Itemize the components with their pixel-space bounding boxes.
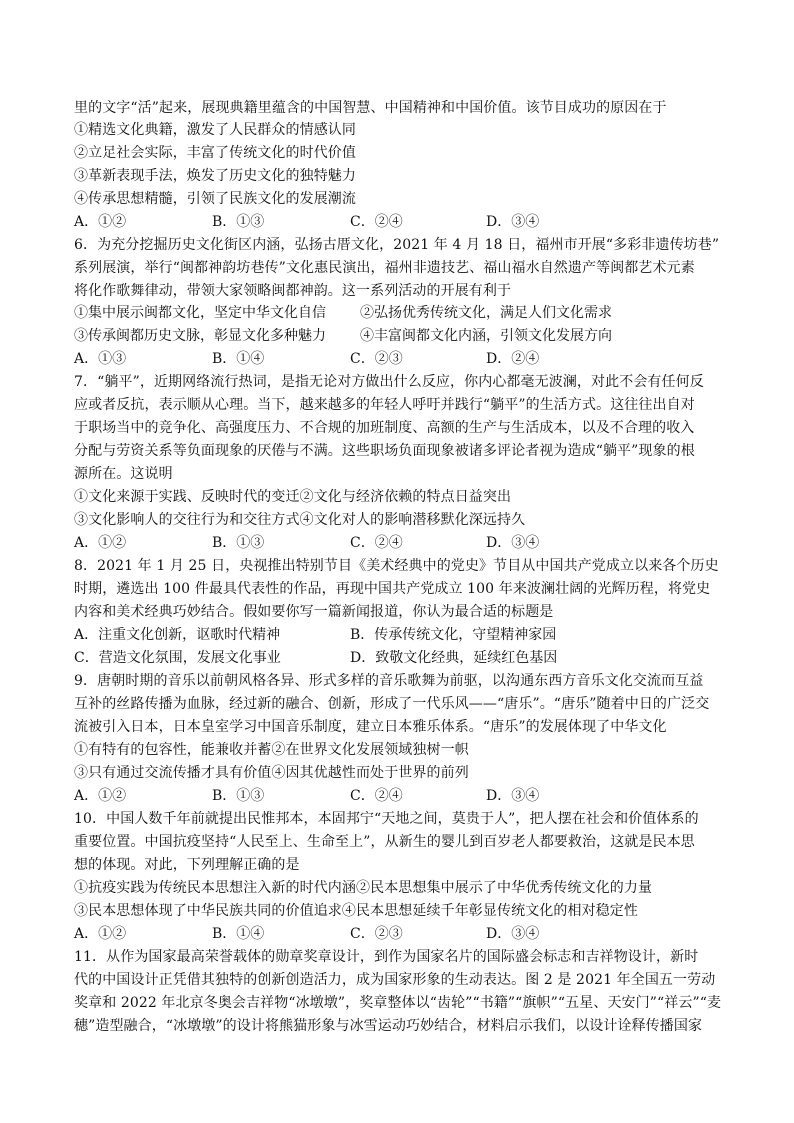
q8-option-c: C．营造文化氛围，发展文化事业 <box>74 650 281 666</box>
q7-stem-line-4: 分配与劳资关系等负面现象的厌倦与不满。这些职场负面现象被诸多评论者视为造成“躺平”现象的根 <box>74 443 695 459</box>
q6-option-d: D．②④ <box>486 351 540 367</box>
q8-stem-line-3: 内容和美术经典巧妙结合。假如要你写一篇新闻报道，你认为最合适的标题是 <box>74 604 554 620</box>
q5-option-c: C．②④ <box>350 214 403 230</box>
q6-stem-line-2: 系列展演，举行“闽都神韵坊巷传”文化惠民演出，福州非遗技艺、福山福水自然遗产等闽都艺术元素 <box>74 260 695 276</box>
q5-option-d: D．③④ <box>486 214 540 230</box>
q7-items-row-2: ③文化影响人的交往行为和交往方式④文化对人的影响潜移默化深远持久 <box>74 512 526 528</box>
q10-items-row-2: ③民本思想体现了中华民族共同的价值追求④民本思想延续千年彰显传统文化的相对稳定性 <box>74 903 638 919</box>
q5-stem-continuation: 里的文字“活”起来，展现典籍里蕴含的中国智慧、中国精神和中国价值。该节目成功的原因在于 <box>74 100 667 116</box>
q10-option-c: C．②③ <box>350 926 403 942</box>
q9-items-row-2: ③只有通过交流传播才具有价值④因其优越性而处于世界的前列 <box>74 765 469 781</box>
q7-option-b: B．①③ <box>212 535 265 551</box>
q6-option-a: A．①③ <box>74 351 127 367</box>
q10-stem-line-1: 10．中国人数千年前就提出民惟邦本，本固邦宁“天地之间，莫贵于人”，把人摆在社会和价值体系的 <box>74 811 699 827</box>
q6-item-4: ④丰富闽都文化内涵，引领文化发展方向 <box>360 328 612 344</box>
q8-stem-line-2: 时期，遴选出 100 件最具代表性的作品，再现中国共产党成立 100 年来波澜壮阔的光辉历程，将党史 <box>74 581 711 597</box>
q10-option-d: D．③④ <box>486 926 540 942</box>
q5-item-1: ①精选文化典籍，激发了人民群众的情感认同 <box>74 122 356 138</box>
q9-option-d: D．③④ <box>486 788 540 804</box>
q6-item-1: ①集中展示闽都文化，坚定中华文化自信 <box>74 305 326 321</box>
q6-option-b: B．①④ <box>212 351 265 367</box>
q11-stem-line-3: 奖章和 2022 年北京冬奥会吉祥物“冰墩墩”，奖章整体以“齿轮”“书籍”“旗帜”“五星、天安门”“祥云”“麦 <box>74 995 722 1011</box>
q7-items-row-1: ①文化来源于实践、反映时代的变迁②文化与经济依赖的特点日益突出 <box>74 489 512 505</box>
q9-stem-line-1: 9．唐朝时期的音乐以前朝风格各异、形式多样的音乐歌舞为前驱，以沟通东西方音乐文化交流而互益 <box>74 673 704 689</box>
q5-item-4: ④传承思想精髓，引领了民族文化的发展潮流 <box>74 191 356 207</box>
q6-option-c: C．②③ <box>350 351 403 367</box>
q9-stem-line-2: 互补的丝路传播为血脉，经过新的融合、创新，形成了一代乐风——“唐乐”。“唐乐”随着中日的广泛交 <box>74 696 710 712</box>
q7-option-d: D．③④ <box>486 535 540 551</box>
q10-stem-line-3: 想的体现。对此，下列理解正确的是 <box>74 857 300 873</box>
q5-item-2: ②立足社会实际，丰富了传统文化的时代价值 <box>74 145 356 161</box>
q8-option-a: A．注重文化创新，讴歌时代精神 <box>74 627 281 643</box>
q9-option-b: B．①③ <box>212 788 265 804</box>
q11-stem-line-1: 11．从作为国家最高荣誉载体的勋章奖章设计，到作为国家名片的国际盛会标志和吉祥物设计，新时 <box>74 949 699 965</box>
q6-stem-line-1: 6．为充分挖掘历史文化街区内涵，弘扬古厝文化，2021 年 4 月 18 日，福州市开展“多彩非遗传坊巷” <box>74 237 720 253</box>
q6-item-2: ②弘扬优秀传统文化，满足人们文化需求 <box>360 305 612 321</box>
q7-stem-line-5: 源所在。这说明 <box>74 466 173 482</box>
q11-stem-line-4: 穗”造型融合，“冰墩墩”的设计将熊猫形象与冰雪运动巧妙结合，材料启示我们，以设计诠释传播国家 <box>74 1018 703 1034</box>
q8-stem-line-1: 8．2021 年 1 月 25 日，央视推出特别节目《美术经典中的党史》节目从中国共产党成立以来各个历史 <box>74 558 719 574</box>
q8-option-d: D．致敬文化经典，延续红色基因 <box>350 650 558 666</box>
q10-stem-line-2: 重要位置。中国抗疫坚持“人民至上、生命至上”，从新生的婴儿到百岁老人都要救治，这就是民本思 <box>74 834 695 850</box>
q7-stem-line-1: 7．“躺平”，近期网络流行热词，是指无论对方做出什么反应，你内心都毫无波澜，对此不会有任何反 <box>74 374 704 390</box>
q8-option-b: B．传承传统文化，守望精神家园 <box>350 627 557 643</box>
q10-option-a: A．①② <box>74 926 127 942</box>
q7-stem-line-2: 应或者反抗，表示顺从心理。当下，越来越多的年轻人呼吁并践行“躺平”的生活方式。这往往出自对 <box>74 397 695 413</box>
q11-stem-line-2: 代的中国设计正凭借其独特的创新创造活力，成为国家形象的生动表达。图 2 是 2021 年全国五一劳动 <box>74 972 716 988</box>
q5-item-3: ③革新表现手法，焕发了历史文化的独特魅力 <box>74 168 356 184</box>
q5-option-a: A．①② <box>74 214 127 230</box>
q6-item-3: ③传承闽都历史文脉，彰显文化多种魅力 <box>74 328 326 344</box>
q9-option-a: A．①② <box>74 788 127 804</box>
q9-option-c: C．②④ <box>350 788 403 804</box>
q9-stem-line-3: 流被引入日本，日本皇室学习中国音乐制度，建立日本雅乐体系。“唐乐”的发展体现了中华文化 <box>74 719 667 735</box>
q7-option-c: C．②④ <box>350 535 403 551</box>
q9-items-row-1: ①有特有的包容性，能兼收并蓄②在世界文化发展领域独树一帜 <box>74 742 469 758</box>
q10-option-b: B．①④ <box>212 926 265 942</box>
q5-option-b: B．①③ <box>212 214 265 230</box>
q7-stem-line-3: 于职场当中的竞争化、高强度压力、不合规的加班制度、高额的生产与生活成本，以及不合理的收入 <box>74 420 695 436</box>
q7-option-a: A．①② <box>74 535 127 551</box>
q6-stem-line-3: 将化作歌舞律动，带领大家领略闽都神韵。这一系列活动的开展有利于 <box>74 283 512 299</box>
q10-items-row-1: ①抗疫实践为传统民本思想注入新的时代内涵②民本思想集中展示了中华优秀传统文化的力量 <box>74 880 653 896</box>
